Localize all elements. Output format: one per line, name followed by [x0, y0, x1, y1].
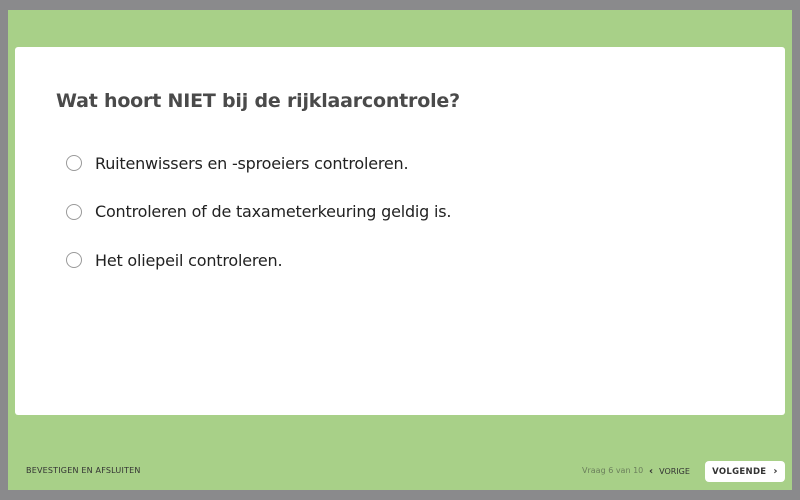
previous-button[interactable]	[649, 463, 690, 479]
next-button[interactable]	[705, 461, 785, 482]
radio-button[interactable]	[66, 204, 82, 220]
confirm-and-close-link[interactable]: BEVESTIGEN EN AFSLUITEN	[26, 466, 141, 475]
answer-option-3[interactable]	[66, 248, 451, 272]
question-card	[15, 47, 785, 415]
quiz-footer	[8, 458, 792, 484]
radio-button[interactable]	[66, 155, 82, 171]
next-label: VOLGENDE	[712, 466, 767, 477]
question-title: Wat hoort NIET bij de rijklaarcontrole?	[56, 90, 460, 112]
answer-label: Ruitenwissers en -sproeiers controleren.	[95, 153, 409, 173]
radio-button[interactable]	[66, 252, 82, 268]
answer-option-1[interactable]	[66, 151, 451, 175]
chevron-left-icon: ‹	[649, 465, 654, 477]
quiz-stage	[8, 10, 792, 490]
answer-label: Het oliepeil controleren.	[95, 250, 283, 270]
answer-label: Controleren of de taxameterkeuring geldig is.	[95, 202, 452, 221]
answer-option-2[interactable]	[66, 200, 451, 224]
chevron-right-icon: ›	[773, 466, 778, 477]
previous-label: VORIGE	[659, 466, 690, 476]
answer-options	[66, 151, 451, 297]
question-counter: Vraag 6 van 10	[582, 466, 644, 475]
